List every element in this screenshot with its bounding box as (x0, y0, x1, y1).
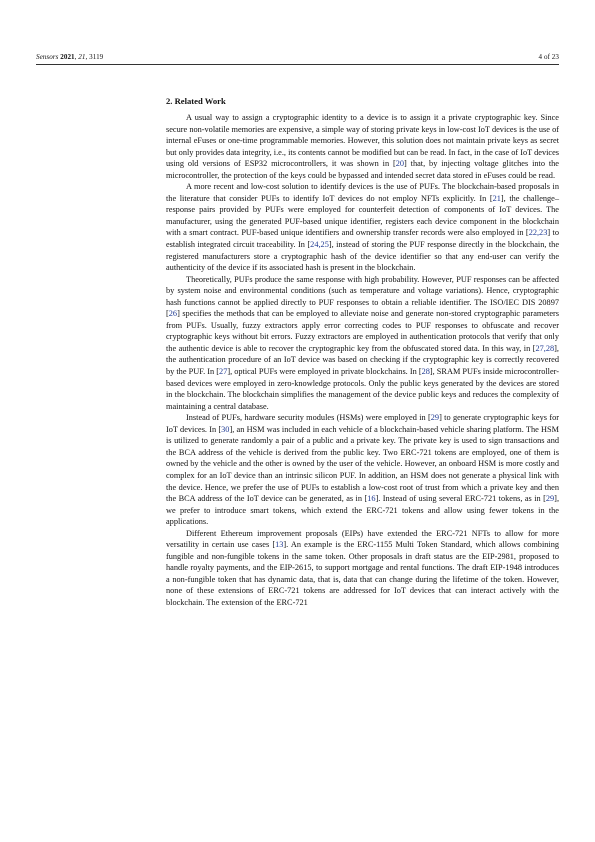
header-rule (36, 64, 559, 65)
citation-link[interactable]: 16 (367, 494, 376, 504)
article-number: 3119 (89, 53, 104, 61)
main-content (166, 96, 559, 609)
citation-link[interactable]: 26 (168, 309, 178, 319)
citation-link[interactable]: 28 (421, 367, 430, 377)
citation-link[interactable]: 27 (219, 367, 228, 377)
journal-year: 2021 (60, 53, 75, 61)
citation-link[interactable]: 24,25 (310, 240, 329, 250)
citation-link[interactable]: 13 (275, 540, 284, 550)
citation-link[interactable]: 29 (545, 494, 555, 504)
citation-link[interactable]: 20 (395, 159, 405, 169)
journal-volume: 21 (78, 53, 86, 61)
section-title: 2. Related Work (166, 96, 226, 106)
page-header (36, 53, 559, 61)
page-number: 4 of 23 (538, 53, 559, 61)
journal-name: Sensors (36, 53, 59, 61)
paragraph-3: Theoretically, PUFs produce the same response with high probability. However, PUF responses can be affected by system noise and environmental conditions (such as temperature and voltage variations). Hence, cryptographic hash functions cannot be applied directly to PUF responses to obtain a reliable identifier. The ISO/IEC DIS 20897 [26] specifies the methods that can be employed to alleviate noise and generate non-stored cryptographic parameters from PUFs. Usually, fuzzy extractors apply error correcting codes to PUF responses to obfuscate and recover cryptographic keys without bit errors. Fuzzy extractors are employed in authentication protocols that verify that only the authentic device is able to recover the cryptographic key from the obfuscated stored data. In this way, in [27,28], the authentication procedure of an IoT device was based on checking if the cryptographic key is correctly recovered by the PUF. In [27], optical PUFs were employed in private blockchains. In [28], SRAM PUFs inside microcontroller-based devices were employed in zero-knowledge protocols. Only the public keys generated by the devices are stored in the blockchain. The blockchain simplifies the management of the device public keys and reduces the complexity of maintaining a central database. (166, 274, 560, 411)
paragraph-5: Different Ethereum improvement proposals (EIPs) have extended the ERC-721 NFTs to allow for more versatility in certain use cases [13]. An example is the ERC-1155 Multi Token Standard, which allows combining fungible and non-fungible tokens in the same token. Other proposals in draft status are the EIP-2981, proposed to handle royalty payments, and the EIP-2615, to support mortgage and rental functions. The draft EIP-1948 introduces a non-fungible token that has dynamic data, that is, data that can change during the lifetime of the token. However, none of these extensions of ERC-721 tokens are addressed for IoT devices that can interact actively with the blockchain. The extension of the ERC-721 (166, 528, 559, 607)
citation-link[interactable]: 21 (492, 193, 501, 203)
paragraph-1: A usual way to assign a cryptographic identity to a device is to assign it a private cryptographic key. Since secure non-volatile memories are expensive, a simple way of storing private keys in low-cost IoT devices is the use of internal eFuses or one-time programmable memories. However, this solution does not maintain private keys as secret but only provides data integrity, i.e., its contents cannot be modified but can be read. In fact, in the case of IoT devices using old versions of ESP32 microcontrollers, it was shown in [20] that, by injecting voltage glitches into the microcontroller, the protection of the keys could be bypassed and intended secret data stored in eFuses could be read. (166, 113, 559, 180)
citation-link[interactable]: 29 (430, 413, 440, 423)
paragraph-2: A more recent and low-cost solution to identify devices is the use of PUFs. The blockchain-based proposals in the literature that consider PUFs to identify IoT devices do not employ NFTs explicitly. In [21], the challenge–response pairs provided by PUFs were employed for counterfeit detection of components of IoT devices. The manufacturer, using the generated PUF-based unique identifier, registers each device component in the blockchain with a smart contract. PUF-based unique identifiers and ownership transfer records were also employed in [22,23] to establish integrated circuit traceability. In [24,25], instead of storing the PUF response directly in the blockchain, the registered manufacturers store a cryptographic hash of the device identifier so that any end-user can verify the authenticity of the device if its associated hash is present in the blockchain. (166, 182, 560, 273)
paragraph-4: Instead of PUFs, hardware security modules (HSMs) were employed in [29] to generate cryptographic keys for IoT devices. In [30], an HSM was included in each vehicle of a blockchain-based vehicle sharing platform. The HSM is utilized to generate randomly a pair of a public and a private key. The private key is used to sign transactions and the BCA address of the vehicle is derived from the public key. Two ERC-721 tokens are employed, one of them is owned by the vehicle and the other is owned by the user of the vehicle. However, an onboard HSM is more costly and complex for an IoT device than an intrinsic silicon PUF. In addition, an HSM does not generate a physical link with the device. Hence, we prefer the use of PUFs to establish a low-cost root of trust from which a private key and then the BCA address of the IoT device can be generated, as in [16]. Instead of using several ERC-721 tokens, as in [29], we prefer to introduce smart tokens, which extend the ERC-721 tokens and allow using fewer tokens in the applications. (166, 413, 560, 527)
journal-citation: Sensors 2021, 21, 3119 (36, 53, 104, 61)
citation-link[interactable]: 30 (221, 424, 230, 434)
citation-link[interactable]: 22,23 (528, 228, 548, 238)
citation-link[interactable]: 27,28 (535, 343, 555, 353)
